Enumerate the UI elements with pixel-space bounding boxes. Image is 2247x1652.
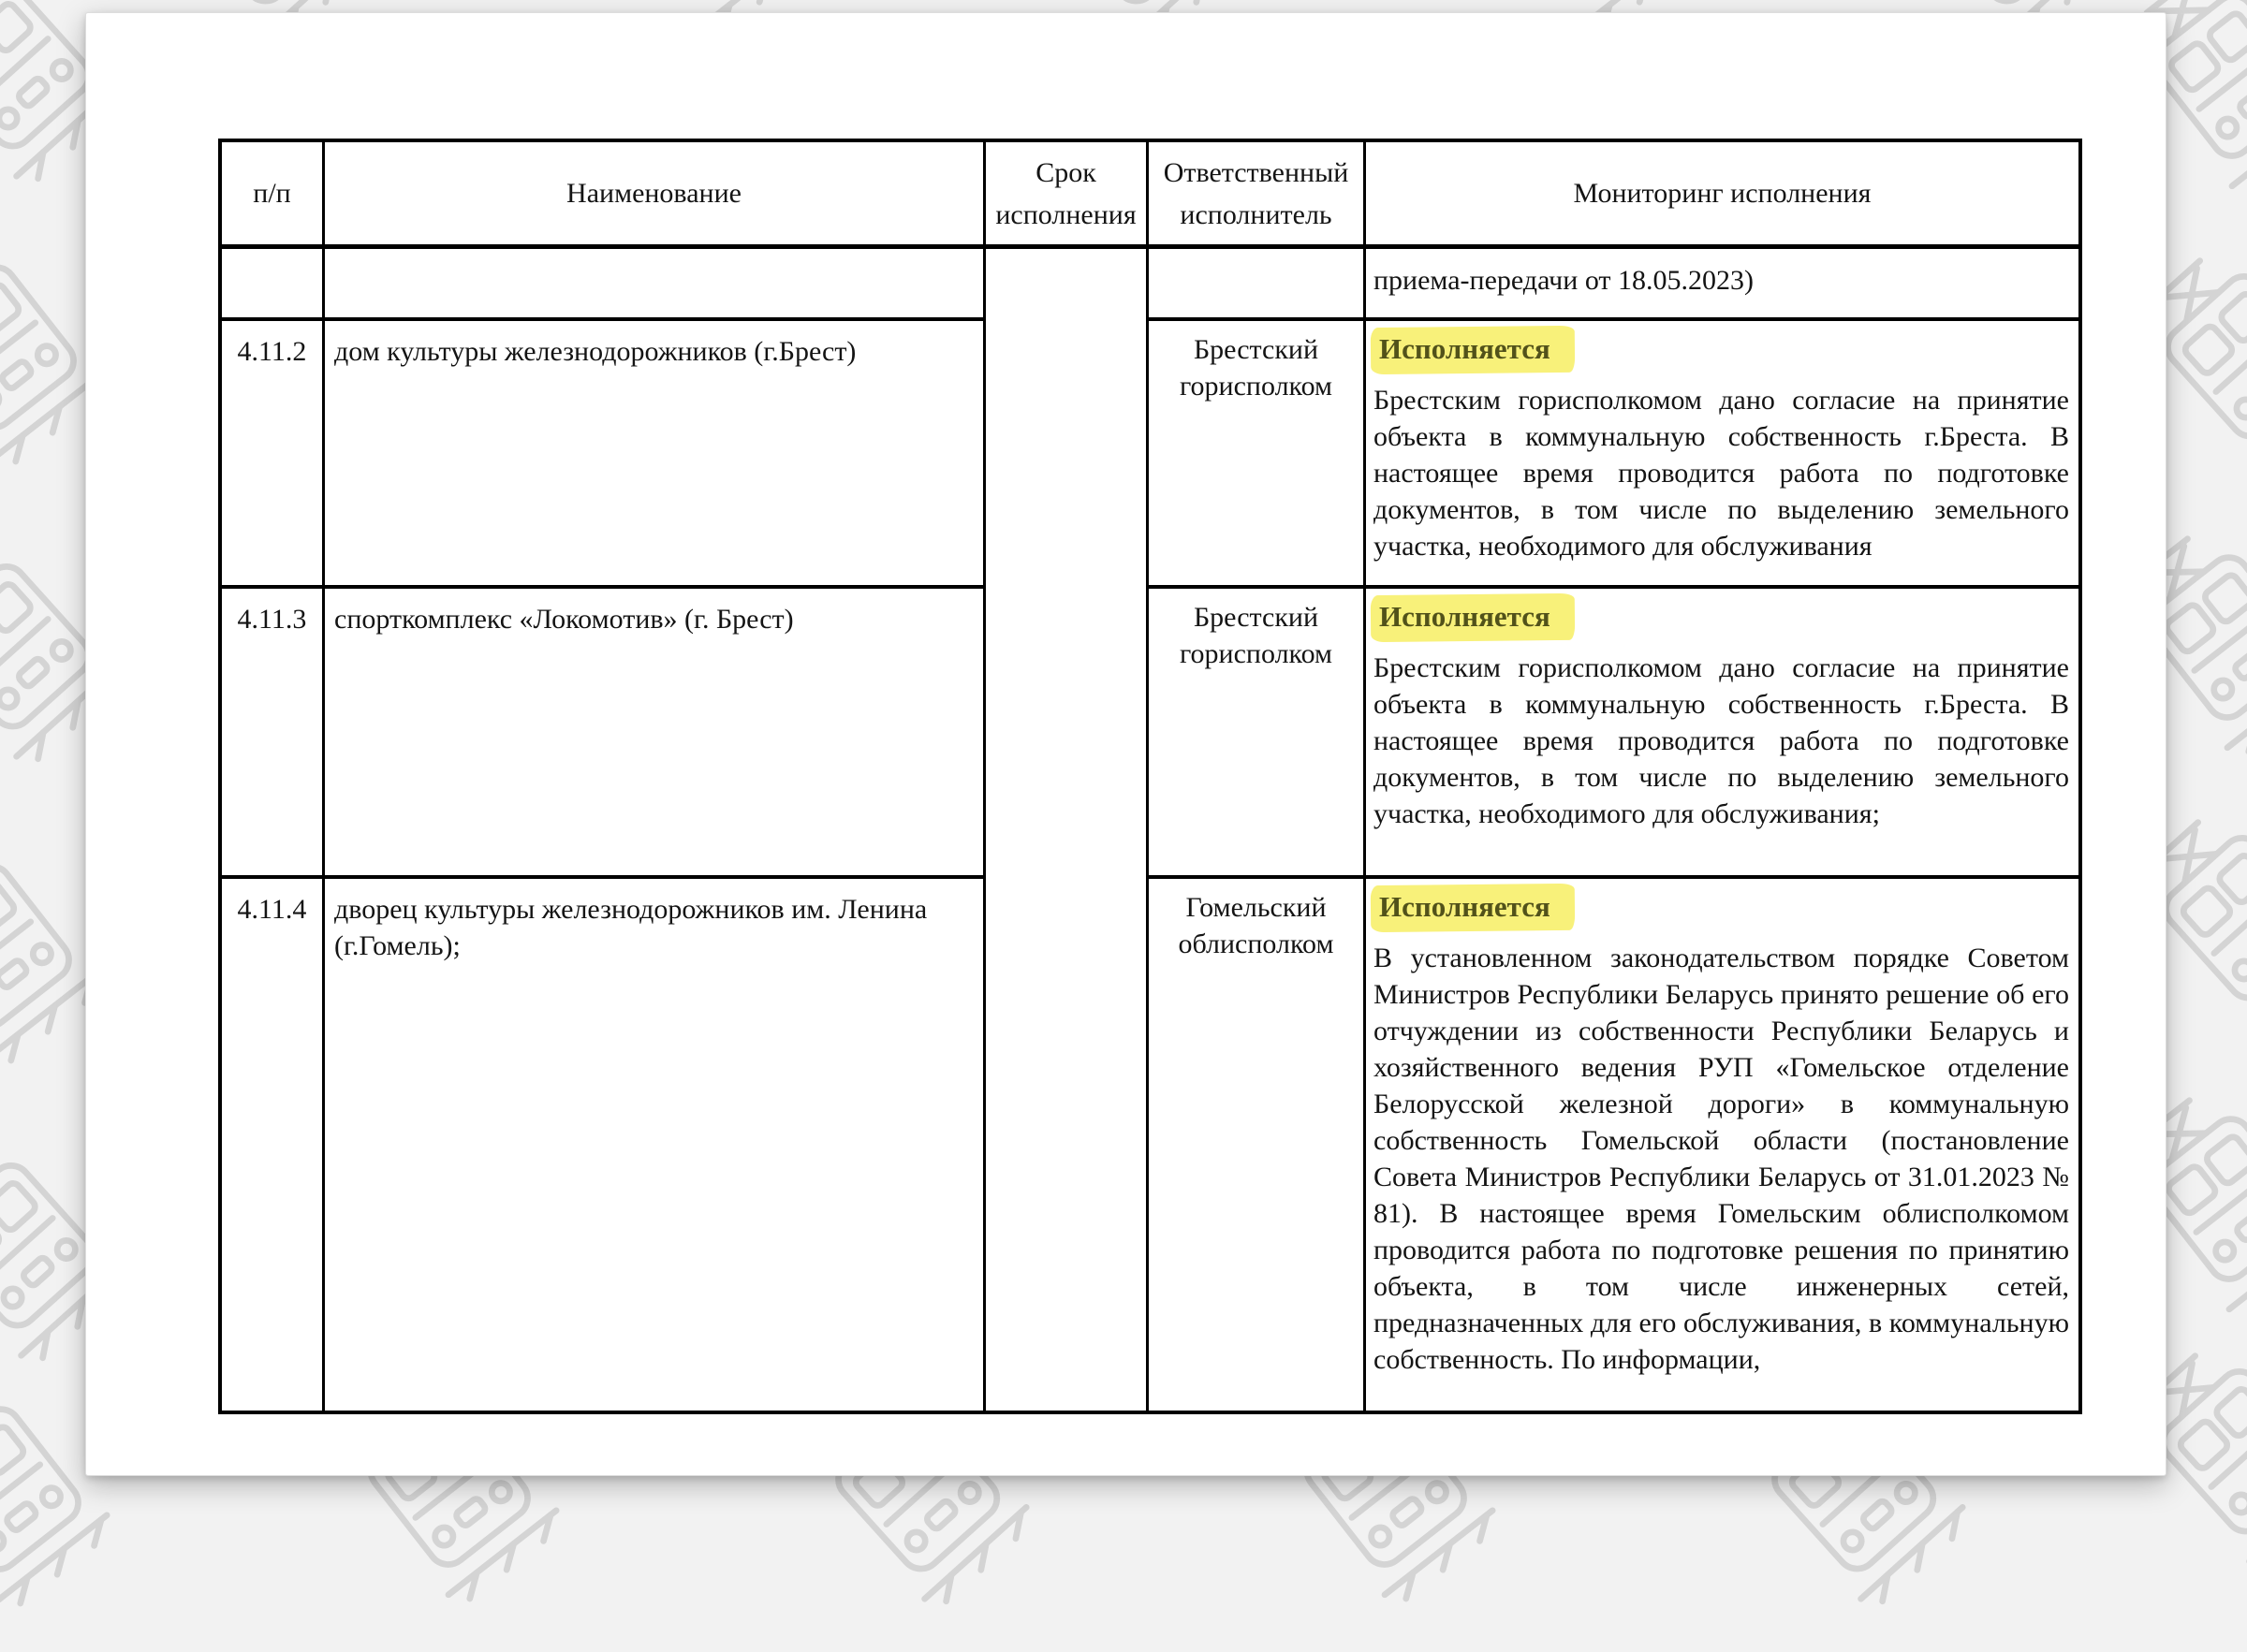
column-header-name: Наименование [325, 142, 986, 249]
monitoring-text: приема-передачи от 18.05.2023) [1373, 265, 1755, 296]
document-page [85, 12, 2166, 1476]
row-number: 4.11.3 [222, 589, 325, 879]
monitoring-text: В установленном законодательством порядке Советом Министров Республики Беларусь принято решение об его отчуждении из собственности Республики Беларусь и хозяйственного ведения РУП «Гомельское отделение Белорусской железной дороги» в коммунальную собственность Гомельской области (постановление Совета Министров Республики Беларусь от 31.01.2023 № 81). В настоящее время Гомельским облисполкомом проводится работа по подготовке решения по принятию объекта, в том числе инженерных сетей, предназначенных для его обслуживания, в коммунальную собственность. По информации, [1373, 943, 2069, 1375]
status-badge: Исполняется [1375, 888, 1554, 925]
monitoring-carryover [1366, 249, 2078, 321]
object-name: спорткомплекс «Локомотив» (г. Брест) [325, 589, 986, 879]
term-column-empty-cell [986, 249, 1149, 1411]
row-number [222, 249, 325, 321]
executor: Гомельский облисполком [1149, 879, 1366, 1411]
object-name: дворец культуры железнодорожников им. Ленина (г.Гомель); [325, 879, 986, 1411]
executor [1149, 249, 1366, 321]
column-header-executor: Ответственный исполнитель [1149, 142, 1366, 249]
column-header-term: Срок исполнения [986, 142, 1149, 249]
status-badge: Исполняется [1375, 598, 1554, 635]
monitoring-cell [1366, 321, 2078, 589]
object-name [325, 249, 986, 321]
row-number: 4.11.2 [222, 321, 325, 589]
executor: Брестский горисполком [1149, 321, 1366, 589]
column-header-monitoring: Мониторинг исполнения [1366, 142, 2078, 249]
monitoring-table [218, 139, 2082, 1414]
monitoring-text: Брестским горисполкомом дано согласие на принятие объекта в коммунальную собственность г.Бреста. В настоящее время проводится работа по подготовке документов, в том числе по выделению земельного участка, необходимого для обслуживания; [1373, 652, 2069, 829]
monitoring-cell [1366, 589, 2078, 879]
row-number: 4.11.4 [222, 879, 325, 1411]
monitoring-cell [1366, 879, 2078, 1411]
monitoring-text: Брестским горисполкомом дано согласие на принятие объекта в коммунальную собственность г.Бреста. В настоящее время проводится работа по подготовке документов, в том числе по выделению земельного участка, необходимого для обслуживания [1373, 385, 2069, 562]
object-name: дом культуры железнодорожников (г.Брест) [325, 321, 986, 589]
status-badge: Исполняется [1375, 330, 1554, 367]
column-header-num: п/п [222, 142, 325, 249]
executor: Брестский горисполком [1149, 589, 1366, 879]
